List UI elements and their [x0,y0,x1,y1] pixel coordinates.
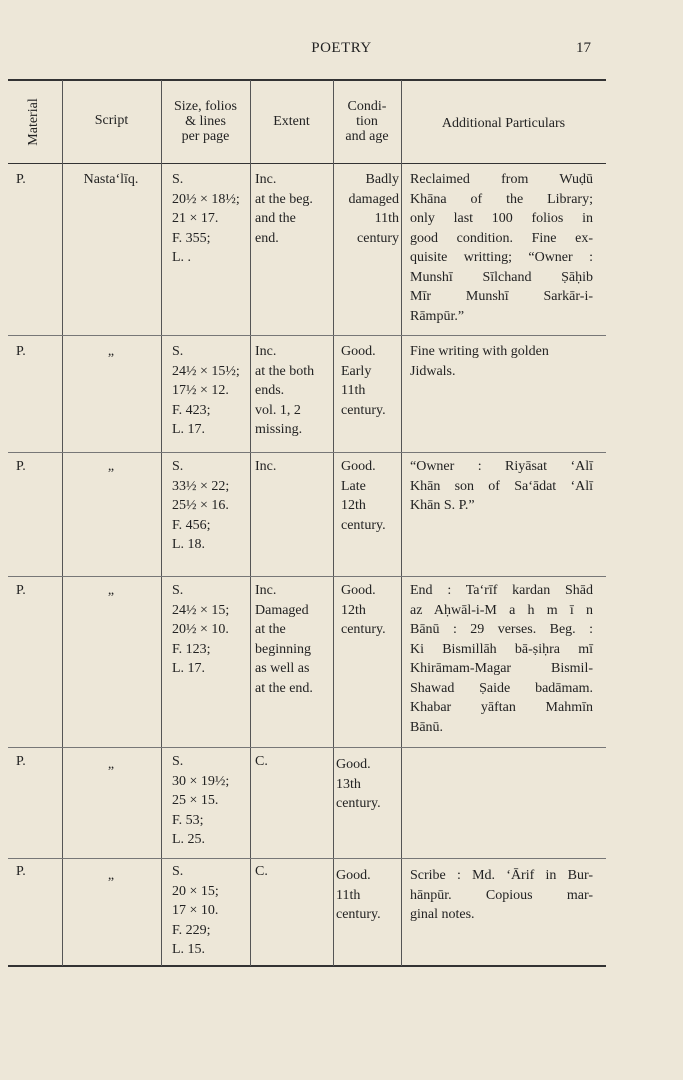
header-material: Material [26,98,41,146]
header-size: Size, folios & lines per page [174,99,237,144]
cell-material: P. [16,864,26,879]
header-script: Script [94,113,129,128]
cell-script: „ [107,583,115,598]
cell-size: S. 20½ × 18½; 21 × 17. F. 355; L. . [172,172,240,265]
column-divider [62,80,63,966]
running-head [0,40,683,60]
cell-extent: Inc. at the beg. and the end. [255,172,313,246]
row-divider [8,747,606,748]
cell-extent: C. [255,864,268,879]
cell-condition: Badly damaged 11th century [348,172,399,246]
header-extent: Extent [273,114,310,129]
column-divider [250,80,251,966]
cell-material: P. [16,344,26,359]
cell-condition: Good. 11th century. [336,868,381,922]
cell-material: P. [16,754,26,769]
cell-size: S. 24½ × 15½; 17½ × 12. F. 423; L. 17. [172,344,240,437]
cell-extent: Inc. at the both ends. vol. 1, 2 missing. [255,344,315,437]
cell-condition: Good. 12th century. [341,583,386,637]
cell-script: „ [107,757,115,772]
cell-extent: C. [255,754,268,769]
page-number: 17 [576,40,591,56]
table-top-rule [8,79,606,81]
cell-size: S. 20 × 15; 17 × 10. F. 229; L. 15. [172,864,219,957]
cell-extent: Inc. [255,459,277,474]
cell-additional: “Owner : Riyāsat ‘Alī Khān son of Sa‘ādat ‘Alī Khān S. P.” [410,459,593,513]
cell-additional: End : Ta‘rīf kardan Shād az Aḥwāl-i-M a h m ī n Bānū : 29 verses. Beg. : Ki Bismillāh bā-ṣiḥra mī Khirāmam-Magar Bismil- Shawad Ṣaide badāmam. Khabar yāftan Mahmīn Bānū. [410,583,593,735]
cell-size: S. 30 × 19½; 25 × 15. F. 53; L. 25. [172,754,230,847]
cell-script: Nasta‘līq. [83,172,139,187]
cell-size: S. 24½ × 15; 20½ × 10. F. 123; L. 17. [172,583,230,676]
column-divider [401,80,402,966]
table-bottom-rule [8,965,606,967]
cell-additional: Reclaimed from Wuḍū Khāna of the Library; only last 100 folios in good condition. Fine ex- quisite writting; “Owner : Munshī Sīlchand Ṣāḥib Mīr Munshī Sarkār-i- Rāmpūr.” [410,172,593,324]
column-divider [333,80,334,966]
header-condition: Condi- tion and age [345,99,389,144]
cell-script: „ [107,868,115,883]
cell-material: P. [16,459,26,474]
row-divider [8,452,606,453]
header-additional: Additional Particulars [441,116,566,131]
cell-condition: Good. Early 11th century. [341,344,386,418]
cell-condition: Good. 13th century. [336,757,381,811]
cell-additional: Scribe : Md. ‘Ārif in Bur- hānpūr. Copious mar- ginal notes. [410,868,593,922]
row-divider [8,858,606,859]
row-divider [8,335,606,336]
cell-additional: Fine writing with golden Jidwals. [410,344,549,379]
cell-size: S. 33½ × 22; 25½ × 16. F. 456; L. 18. [172,459,230,552]
cell-condition: Good. Late 12th century. [341,459,386,533]
running-title: POETRY [311,40,372,56]
cell-material: P. [16,583,26,598]
cell-material: P. [16,172,26,187]
column-divider [161,80,162,966]
cell-extent: Inc. Damaged at the beginning as well as at the end. [255,583,313,696]
row-divider [8,576,606,577]
cell-script: „ [107,459,115,474]
cell-script: „ [107,344,115,359]
header-bottom-rule [8,163,606,164]
